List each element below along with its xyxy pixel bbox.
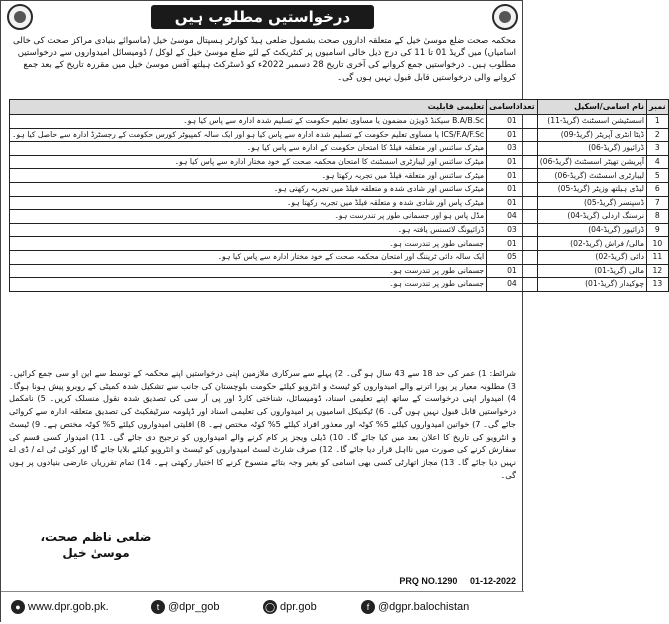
row-post-count: 03 [487,142,538,156]
row-post-name: ڈرائیور (گریڈ-06) [537,142,646,156]
row-post-name: چوکیدار (گریڈ-01) [537,278,646,292]
row-qualification: مڈل پاس ہو اور جسمانی طور پر تندرست ہو۔ [10,210,487,224]
table-header-row [10,100,669,115]
row-qualification: میٹرک سائنس اور شادی شدہ و متعلقہ فیلڈ میں تجربہ رکھتی ہو۔ [10,182,487,196]
row-qualification: جسمانی طور پر تندرست ہو۔ [10,264,487,278]
row-number: 3 [647,142,669,156]
row-post-name: نرسنگ اردلی (گریڈ-04) [537,210,646,224]
row-qualification: B.A/B.Sc سیکنڈ ڈویژن مضمون یا مساوی تعلیم حکومت کے تسلیم شدہ ادارہ سے پاس کیا ہو۔ [10,115,487,129]
row-post-count: 01 [487,196,538,210]
table-row [10,142,669,156]
row-number: 9 [647,223,669,237]
row-post-name: اسسٹیشن اسسٹنٹ (گریڈ-11) [537,115,646,129]
row-qualification: ایک سالہ دائی ٹریننگ اور امتحان محکمہ صحت کے خود مختار ادارہ سے پاس کیا ہو۔ [10,250,487,264]
row-post-name: مالی/ فراش (گریڈ-02) [537,237,646,251]
table-row [10,223,669,237]
row-post-count: 01 [487,182,538,196]
row-post-name: ڈیٹا انٹری آپریٹر (گریڈ-09) [537,128,646,142]
row-number: 11 [647,250,669,264]
prq-number: PRQ NO.1290 [399,576,458,586]
government-logo-left [7,4,33,30]
footer-facebook[interactable]: f @dgpr.balochistan [361,600,469,614]
table-row [10,196,669,210]
row-number: 12 [647,264,669,278]
table-row [10,264,669,278]
row-number: 4 [647,155,669,169]
col-header-qualification: تعلیمی قابلیت [10,100,487,115]
header [1,1,524,33]
footer-instagram[interactable]: ◯ dpr.gob [264,601,317,613]
table-row [10,210,669,224]
row-post-name: دائی (گریڈ-02) [537,250,646,264]
row-qualification: جسمانی طور پر تندرست ہو۔ [10,278,487,292]
row-post-name: ڈرائیور (گریڈ-04) [537,223,646,237]
row-qualification: جسمانی طور پر تندرست ہو۔ [10,237,487,251]
signature-block [31,529,161,561]
instagram-icon: ◯ [264,602,276,612]
row-number: 2 [647,128,669,142]
row-number: 13 [647,278,669,292]
table-row [10,278,669,292]
prq-date: 01-12-2022 [469,576,516,586]
row-number: 7 [647,196,669,210]
table-row [10,115,669,129]
table-row [10,237,669,251]
signatory-title: ضلعی ناظم صحت، [40,530,152,544]
table-row [10,250,669,264]
row-post-name: لیڈی ہیلتھ وزیٹر (گریڈ-05) [537,182,646,196]
row-qualification: میٹرک سائنس اور متعلقہ فیلڈ کا امتحان حکومت کے ادارہ سے پاس کیا ہو۔ [10,142,487,156]
row-post-count: 01 [487,155,538,169]
footer-twitter[interactable]: t @dpr_gob [151,600,220,614]
table-row [10,182,669,196]
row-post-name: ڈسپنسر (گریڈ-05) [537,196,646,210]
facebook-icon: f [361,600,375,614]
row-post-count: 01 [487,264,538,278]
table-row [10,155,669,169]
row-post-count: 05 [487,250,538,264]
terms-paragraph: شرائط: 1) عمر کی حد 18 سے 43 سال ہو گی۔ 2) پہلے سے سرکاری ملازمین اپنی درخواستیں اپنے محکمہ کے توسط سے این او سی جمع کرائیں۔ 3) مطلوبہ معیار پر پورا اترنے والے امیدواروں کو ٹیسٹ و انٹرویو کیلئے حکومت بلوچستان کی جانب سے تشکیل شدہ کمیٹی کے روبرو پیش ہونا ہوگا۔ 4) امیدوار اپنی درخواست کے ساتھ اپنے تعلیمی اسناد، ڈومیسائل، شناختی کارڈ اور پی آر سی کی تصدیق شدہ نقول منسلک کریں۔ 5) نامکمل درخواستیں قابل قبول نہیں ہوں گی۔ 6) ٹیکنیکل اسامیوں پر امیدواروں کی تعلیمی اسناد اور ڈپلومہ سرٹیفکیٹ کی تصدیق متعلقہ ادارہ سے کروائی جائے گی۔ 7) خواتین امیدواروں کیلئے 5% کوٹہ اور معذور افراد کیلئے 5% کوٹہ مختص ہے۔ 8) اقلیتی امیدواروں کیلئے 5% کوٹہ مختص ہے۔ 9) ٹیسٹ و انٹرویو کی تاریخ کا اعلان بعد میں کیا جائے گا۔ 10) ڈیلی ویجز پر کام کرنے والے امیدواروں کو ترجیح دی جائے گی۔ 11) امیدوار کسی قسم کی سفارش کرنے کی صورت میں نااہل قرار دیا جائے گا۔ 12) صرف شارٹ لسٹ امیدواروں کو ٹیسٹ و انٹرویو کیلئے بلایا جائے گا اور کوئی ٹی اے / ڈی اے نہیں دیا جائے گا۔ 13) مجاز اتھارٹی کسی بھی اسامی کو بغیر وجہ بتائے منسوخ کرنے کا اختیار رکھتی ہے۔ 14) تمام تقرریاں عارضی بنیادوں پر ہوں گی۔ [9,368,517,480]
page-title: درخواستیں مطلوب ہیں [151,5,374,29]
row-number: 1 [647,115,669,129]
row-number: 6 [647,182,669,196]
row-post-count: 04 [487,278,538,292]
twitter-icon: t [151,600,165,614]
row-post-name: آپریشن تھیٹر اسسٹنٹ (گریڈ-06) [537,155,646,169]
government-logo-right [492,4,518,30]
signatory-place: موسیٰ خیل [62,546,130,560]
row-number: 10 [647,237,669,251]
row-post-name: مالی (گریڈ-01) [537,264,646,278]
row-qualification: میٹرک سائنس اور لیبارٹری اسسٹنٹ کا امتحان محکمہ صحت کے خود مختار ادارہ سے پاس کیا ہو۔ [10,155,487,169]
row-post-count: 04 [487,210,538,224]
col-header-count: تعداداسامی [487,100,538,115]
row-post-count: 01 [487,128,538,142]
col-header-number: نمبر [647,100,669,115]
row-qualification: ڈرائیونگ لائسنس یافتہ ہو۔ [10,223,487,237]
row-post-name: لیبارٹری اسسٹنٹ (گریڈ-06) [537,169,646,183]
intro-paragraph: محکمہ صحت ضلع موسیٰ خیل کے متعلقہ اداروں صحت بشمول ضلعی ہیڈ کوارٹر ہسپتال موسیٰ خیل (ماسوائے بنیادی مراکز صحت کی خالی اسامیاں) میں گریڈ 01 تا 11 کی درج ذیل خالی اسامیوں پر کنٹریکٹ کے لئے ضلع موسیٰ خیل کے لوکل / ڈومیسائل امیدواروں سے درخواستیں مطلوب ہیں۔ درخواستیں جمع کروانے کی آخری تاریخ 28 دسمبر 2022ء کو ڈسٹرکٹ ہیلتھ آفس موسیٰ خیل میں مقررہ تاریخ کے بعد جمع کروانے والی درخواستیں قابل قبول نہیں ہوں گی۔ [13,36,516,83]
row-post-count: 01 [487,169,538,183]
posts-table [9,99,669,292]
row-post-count: 01 [487,115,538,129]
table-row [10,128,669,142]
row-post-count: 01 [487,237,538,251]
table-row [10,169,669,183]
footer-website[interactable]: ● www.dpr.gob.pk. [11,600,109,614]
globe-icon: ● [11,600,25,614]
footer [1,591,524,624]
row-qualification: میٹرک پاس اور شادی شدہ و متعلقہ فیلڈ میں تجربہ رکھتا ہو۔ [10,196,487,210]
row-post-count: 03 [487,223,538,237]
row-number: 8 [647,210,669,224]
col-header-post: نام اسامی/اسکیل [537,100,646,115]
prq-line [301,576,516,586]
row-qualification: ICS/F.A/F.Sc یا مساوی تعلیم حکومت کے تسلیم شدہ ادارہ سے پاس کیا ہو اور ایک سالہ کمپیوٹر کورس حکومت کے رجسٹرڈ ادارہ سے حاصل کیا ہو۔ [10,128,487,142]
row-number: 5 [647,169,669,183]
row-qualification: میٹرک سائنس اور متعلقہ فیلڈ میں تجربہ رکھتا ہو۔ [10,169,487,183]
